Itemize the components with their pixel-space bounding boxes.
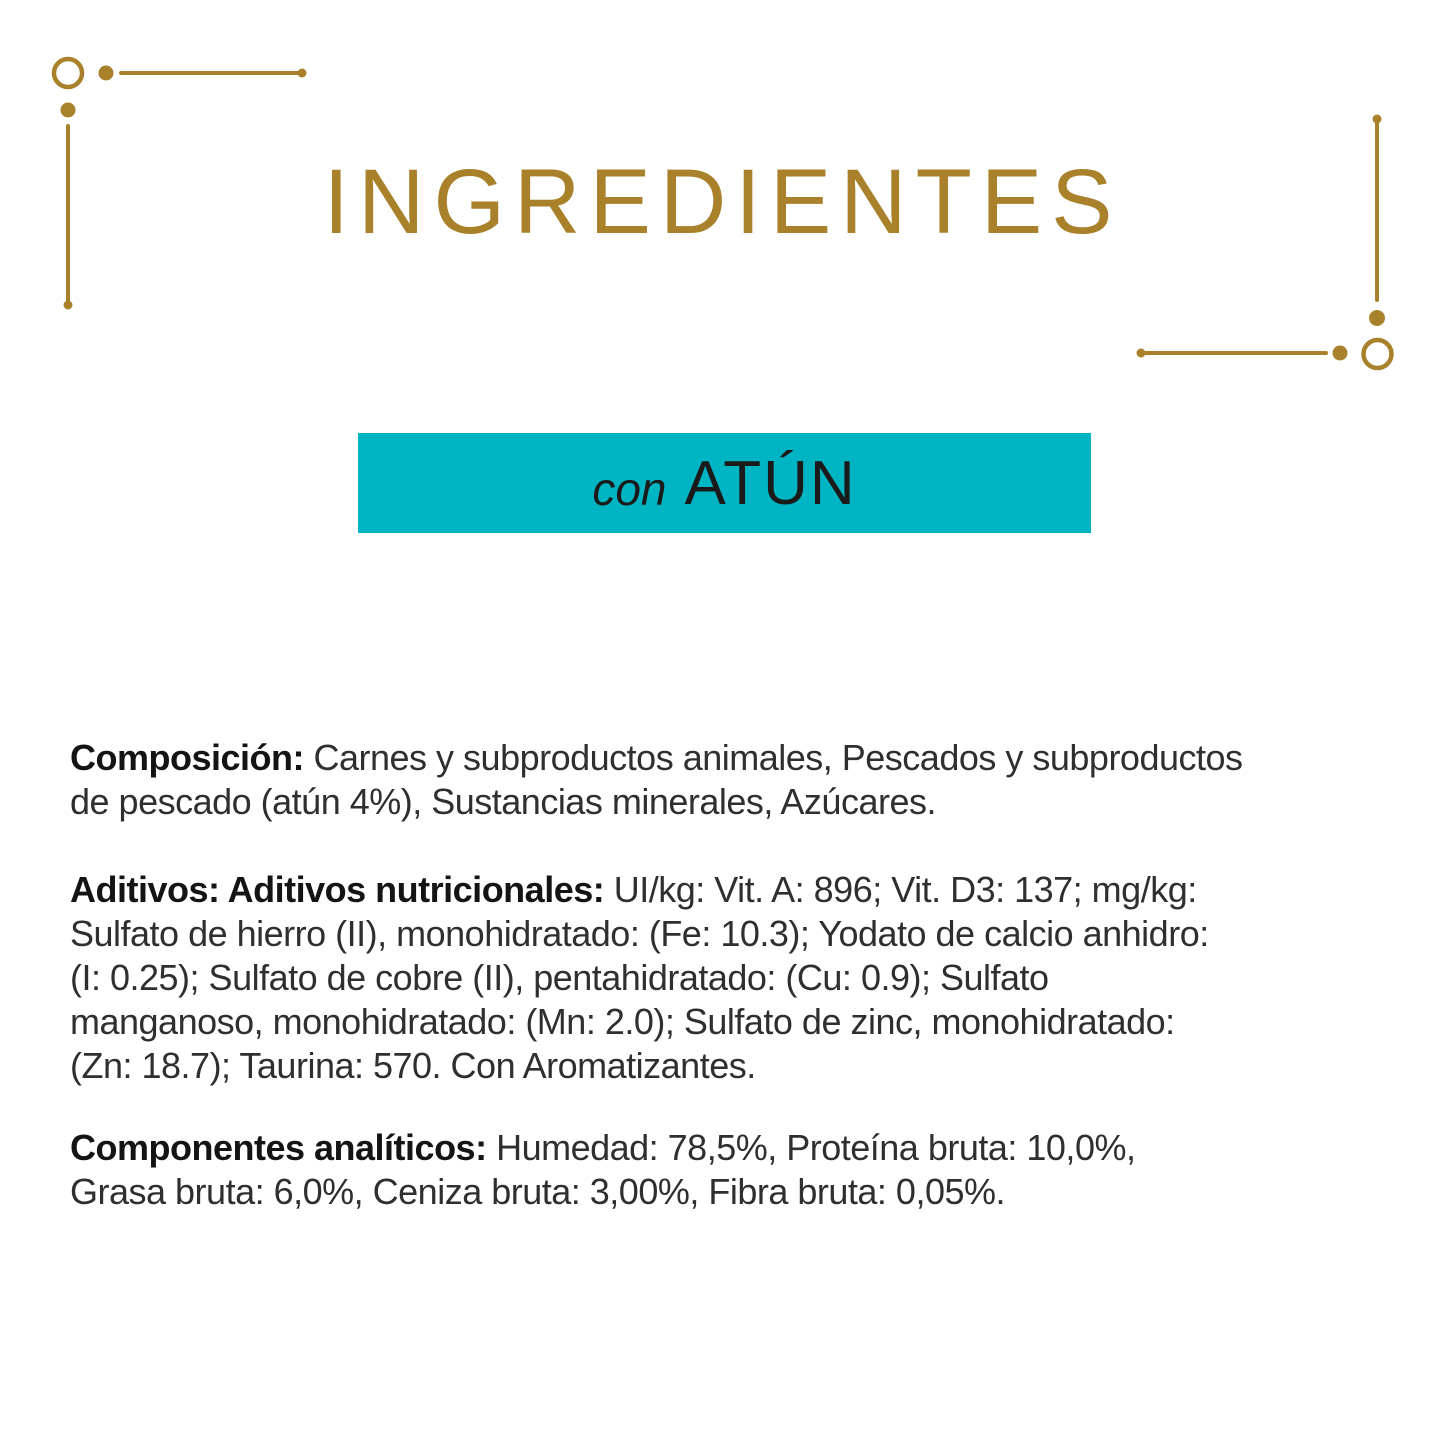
ornament-ring-icon (54, 59, 82, 87)
text-line (70, 1000, 1390, 1044)
ornament-dot-icon (1369, 310, 1385, 326)
section-composicion (70, 736, 1390, 824)
ornament-dot-icon (1333, 346, 1348, 361)
flavor-name: ATÚN (684, 448, 857, 518)
ornament-ring-icon (1364, 340, 1392, 368)
section-lead: Componentes analíticos: (70, 1127, 487, 1168)
text-line (70, 1170, 1390, 1214)
line-text: manganoso, monohidratado: (Mn: 2.0); Sulfato de zinc, monohidratado: (70, 1001, 1175, 1042)
ornament-dot-icon (61, 103, 76, 118)
text-line (70, 736, 1390, 780)
line-text: Carnes y subproductos animales, Pescados y subproductos (304, 737, 1243, 778)
line-text: Humedad: 78,5%, Proteína bruta: 10,0%, (486, 1127, 1136, 1168)
ornament-dot-icon (298, 69, 307, 78)
section-lead: Composición: (70, 737, 304, 778)
line-text: Grasa bruta: 6,0%, Ceniza bruta: 3,00%, Fibra bruta: 0,05%. (70, 1171, 1006, 1212)
section-aditivos (70, 868, 1390, 1088)
line-text: Sulfato de hierro (II), monohidratado: (Fe: 10.3); Yodato de calcio anhidro: (70, 913, 1209, 954)
flavor-prefix: con (592, 463, 667, 515)
section-lead: Aditivos: Aditivos nutricionales: (70, 869, 605, 910)
flavor-banner (358, 433, 1091, 533)
ornament-dot-icon (64, 301, 73, 310)
text-line (70, 1044, 1390, 1088)
page-title: INGREDIENTES (323, 151, 1122, 253)
text-line (70, 868, 1390, 912)
text-line (70, 956, 1390, 1000)
line-text: (Zn: 18.7); Taurina: 570. Con Aromatizantes. (70, 1045, 756, 1086)
line-text: (I: 0.25); Sulfato de cobre (II), pentahidratado: (Cu: 0.9); Sulfato (70, 957, 1049, 998)
text-line (70, 912, 1390, 956)
text-line (70, 780, 1390, 824)
section-componentes-analiticos (70, 1126, 1390, 1214)
text-line (70, 1126, 1390, 1170)
ornament-dot-icon (99, 66, 114, 81)
line-text: UI/kg: Vit. A: 896; Vit. D3: 137; mg/kg: (604, 869, 1197, 910)
line-text: de pescado (atún 4%), Sustancias minerales, Azúcares. (70, 781, 936, 822)
